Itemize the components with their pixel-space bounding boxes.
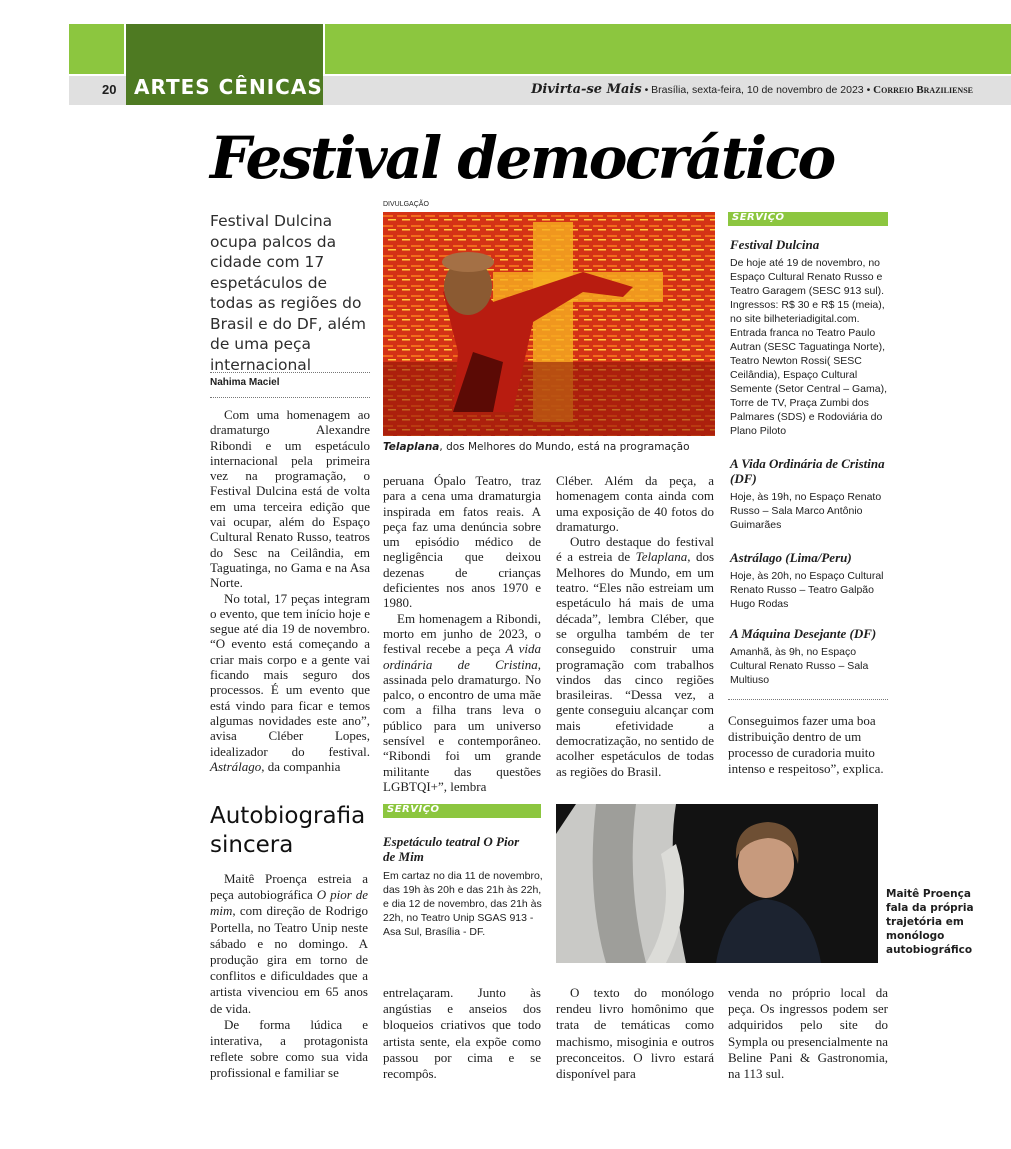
bullet-2: • — [866, 84, 874, 96]
paragraph: De forma lúdica e interativa, a protagonista reflete sobre como sua vida profissional e familiar se — [210, 1016, 368, 1081]
section-title: ARTES CÊNICAS — [134, 75, 323, 99]
paragraph-text: Maitê Proença estreia a peça autobiográfica — [210, 871, 368, 903]
divider — [210, 372, 370, 373]
italic-title: A vida ordinária de Cristina — [383, 641, 541, 672]
servico-item-title: Astrálago (Lima/Peru) — [730, 550, 852, 565]
subarticle-column-3 — [556, 985, 714, 1082]
paragraph-text: Outro destaque do festival é a estreia de — [556, 534, 714, 565]
photo-illustration — [383, 212, 715, 436]
caption-text: , dos Melhores do Mundo, está na programação — [439, 441, 690, 453]
italic-title: Telaplana — [635, 549, 688, 565]
subarticle-column-4 — [728, 985, 888, 1082]
caption-title: Telaplana — [383, 441, 440, 453]
paragraph-text: No total, 17 peças integram o evento, que tem início hoje e segue até dia 19 de novembro. “O evento está começando a criar mais corpo e a gente vai ficando mais seguro dos processos. É um evento que está vindo para ficar e temos algumas novidades este ano”, avisa Cléber Lopes, idealizador do festival. — [210, 590, 370, 759]
article-column-3 — [556, 473, 714, 779]
servico-label-text: SERVIÇO — [732, 212, 785, 223]
paragraph-text: , com direção de Rodrigo Portella, no Teatro Unip neste sábado e no domingo. A produção gira em torno de conflitos e dificuldades que a artista vivenciou em 65 anos de vida. — [210, 903, 368, 1016]
paragraph: Cléber. Além da peça, a homenagem conta ainda com uma exposição de 40 fotos do dramaturgo. — [556, 473, 714, 534]
paragraph-text: , dos Melhores do Mundo, em um teatro. “Eles não estreiam um espetáculo há mais de uma década”, lembra Cléber, que se orgulha também de ter conseguido construir uma programação com trabalhos vindos das cinco regiões brasileiras. “Dessa vez, a gente conseguiu alcançar com mais efetividade a democratização, no sentido de acolher espetáculos de todas as regiões do Brasil. — [556, 549, 714, 779]
photo-illustration — [556, 804, 878, 963]
servico-item-title: Espetáculo teatral O Pior de Mim — [383, 834, 520, 864]
servico-item-text: De hoje até 19 de novembro, no Espaço Cultural Renato Russo e Teatro Garagem (SESC 913 sul). Ingressos: R$ 30 e R$ 15 (meia), no site bilheteriadigital.com. Entrada franca no Teatro Paulo Autran (SESC Taguatinga Norte), Teatro Newton Rossi( SESC Ceilândia), Espaço Cultural Semente (Setor Central – Gama), Torre de TV, Praça Zumbi dos Palmares (SDS) e Rodoviária do Plano Piloto — [730, 257, 887, 437]
paragraph-text: , assinada pelo dramaturgo. No palco, o encontro de uma mãe com a filha trans leva o público para um universo sensível e contemporâneo. “Ribondi foi um grande militante das questões LGBTQI+”, lembra — [383, 656, 541, 794]
servico-item-text: Hoje, às 19h, no Espaço Renato Russo – Sala Marco Antônio Guimarães — [730, 491, 882, 531]
paragraph — [210, 591, 370, 775]
article-lede: Festival Dulcina ocupa palcos da cidade com 17 espetáculos de todas as regiões do Brasil e do DF, além de uma peça internacional — [210, 212, 366, 374]
divider — [728, 699, 888, 700]
article-column-4: Conseguimos fazer uma boa distribuição dentro de um processo de curadoria muito intenso e respeitoso”, explica. — [728, 713, 884, 776]
paragraph: venda no próprio local da peça. Os ingressos podem ser adquiridos pelo site do Sympla ou presencialmente na Beline Pani & Gastronomia, na 113 sul. — [728, 985, 888, 1082]
paragraph-text: Em homenagem a Ribondi, morto em junho de 2023, o festival recebe a peça — [383, 610, 541, 657]
telaplana-photo — [383, 212, 715, 436]
paragraph — [556, 534, 714, 779]
header-accent-right — [325, 24, 1011, 74]
photo-credit: DIVULGAÇÃO — [383, 201, 429, 208]
paragraph: peruana Ópalo Teatro, traz para a cena uma dramaturgia inspirada em fatos reais. A peça faz uma denúncia sobre um episódio médico de negligência que deixou dezenas de crianças deficientes nos anos 1970 e 1980. — [383, 473, 541, 611]
article-headline: Festival democrático — [210, 124, 834, 192]
dateline: Brasília, sexta-feira, 10 de novembro de 2023 — [651, 84, 864, 96]
paragraph: entrelaçaram. Junto às angústias e anseios dos bloqueios criativos que todo artista sente, ela expõe como passou por cima e se recompôs. — [383, 985, 541, 1082]
paragraph: O texto do monólogo rendeu livro homônimo que trata de temáticas como machismo, misoginia e outros preconceitos. O livro estará disponível para — [556, 985, 714, 1082]
servico-item-title: A Vida Ordinária de Cristina (DF) — [730, 456, 885, 486]
servico-item-title: Festival Dulcina — [730, 237, 820, 252]
servico-item-title: A Máquina Desejante (DF) — [730, 626, 877, 641]
bullet-1: • — [644, 84, 652, 96]
header-accent-left — [69, 24, 124, 74]
paragraph — [383, 611, 541, 795]
supplement-name: Divirta-se Mais — [531, 82, 642, 97]
servico-item-text: Amanhã, às 9h, no Espaço Cultural Renato Russo – Sala Multiuso — [730, 646, 869, 686]
article-column-2 — [383, 473, 541, 794]
section-label — [126, 24, 323, 105]
newspaper-name: Correio Braziliense — [873, 84, 973, 96]
italic-title: Astrálago — [210, 758, 262, 774]
paragraph: Com uma homenagem ao dramaturgo Alexandre Ribondi e um espetáculo internacional pela primeira vez na programação, o Festival Dulcina está de volta em uma terceira edição que vai ocupar, além do Espaço Cultural Renato Russo, teatros do Sesc na Ceilândia, em Taguatinga, no Gama e na Asa Norte. — [210, 407, 370, 591]
photo-caption: Maitê Proença fala da própria trajetória em monólogo autobiográfico — [886, 888, 974, 956]
subarticle-headline: Autobiografia sincera — [210, 803, 366, 858]
servico-label — [383, 804, 541, 818]
subarticle-column-1 — [210, 871, 368, 1082]
page-number: 20 — [102, 82, 117, 97]
paragraph — [210, 871, 368, 1017]
subarticle-column-2 — [383, 985, 541, 1082]
article-column-1 — [210, 407, 370, 774]
photo-caption — [383, 441, 723, 453]
byline: Nahima Maciel — [210, 377, 280, 388]
header-meta — [531, 82, 973, 97]
maite-proenca-photo — [556, 804, 878, 963]
servico-item-text: Em cartaz no dia 11 de novembro, das 19h às 20h e das 21h às 22h, e dia 12 de novembro, das 21h às 22h, no Teatro Unip SGAS 913 - Asa Sul, Brasília - DF. — [383, 870, 543, 938]
servico-item-text: Hoje, às 20h, no Espaço Cultural Renato Russo – Teatro Galpão Hugo Rodas — [730, 570, 884, 610]
servico-label-text: SERVIÇO — [387, 804, 440, 815]
italic-title: O pior de mim — [210, 887, 368, 919]
servico-label — [728, 212, 888, 226]
divider — [210, 397, 370, 398]
paragraph-text: , da companhia — [261, 758, 341, 774]
